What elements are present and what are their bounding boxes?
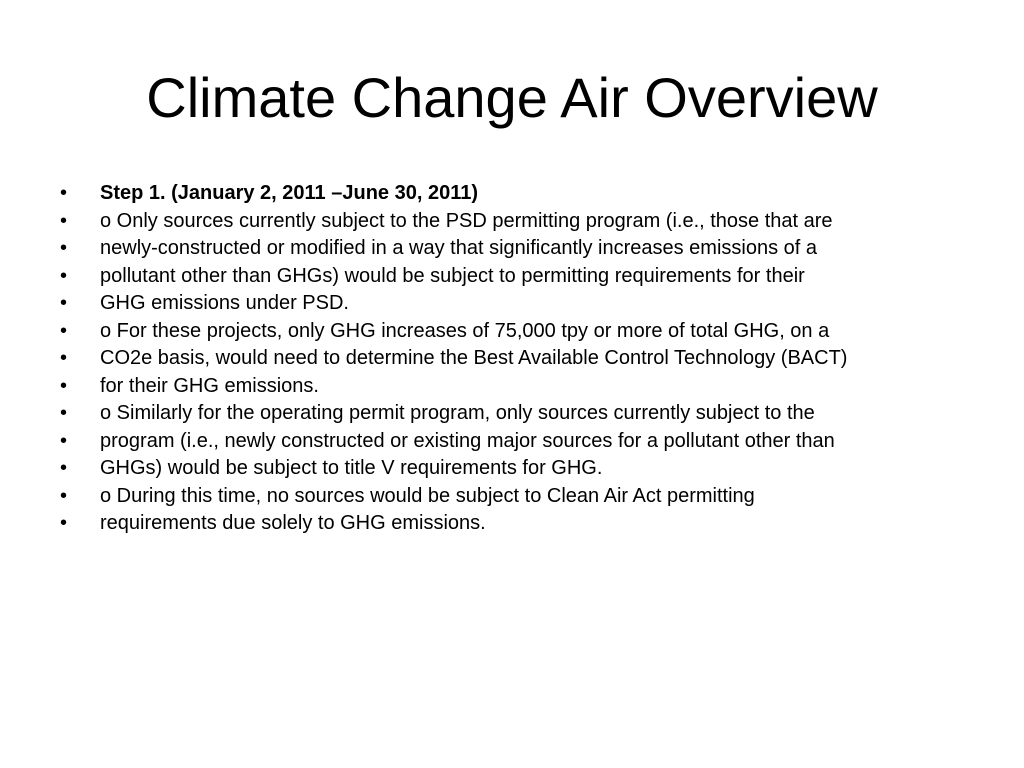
bullet-item xyxy=(60,455,1000,483)
bullet-text: requirements due solely to GHG emissions. xyxy=(100,512,486,534)
bullet-text: o Similarly for the operating permit program, only sources currently subject to the xyxy=(100,402,815,424)
bullet-dot-icon: • xyxy=(60,484,68,507)
bullet-item xyxy=(60,208,1000,236)
bullet-item xyxy=(60,290,1000,318)
bullet-dot-icon: • xyxy=(60,512,68,534)
bullet-item xyxy=(60,400,1000,428)
bullet-item xyxy=(60,345,1000,373)
bullet-text: Step 1. (January 2, 2011 –June 30, 2011) xyxy=(100,182,479,204)
bullet-text: GHG emissions under PSD. xyxy=(100,292,349,314)
bullet-item xyxy=(60,318,1000,346)
bullet-text: o During this time, no sources would be subject to Clean Air Act permitting xyxy=(100,484,755,507)
bullet-dot-icon: • xyxy=(60,319,68,342)
bullet-item xyxy=(60,373,1000,401)
bullet-item xyxy=(60,428,1000,456)
bullet-text: program (i.e., newly constructed or existing major sources for a pollutant other than xyxy=(100,429,835,452)
bullet-dot-icon: • xyxy=(60,374,68,397)
bullet-text: o Only sources currently subject to the PSD permitting program (i.e., those that are xyxy=(100,209,833,232)
bullet-dot-icon: • xyxy=(60,209,68,232)
bullet-item xyxy=(60,235,1000,263)
bullet-text: CO2e basis, would need to determine the Best Available Control Technology (BACT) xyxy=(100,347,848,369)
bullet-text: newly-constructed or modified in a way that significantly increases emissions of a xyxy=(100,237,817,259)
bullet-item xyxy=(60,263,1000,291)
slide-title: Climate Change Air Overview xyxy=(146,66,878,129)
bullet-list xyxy=(60,180,1000,538)
bullet-dot-icon: • xyxy=(60,237,68,259)
bullet-dot-icon: • xyxy=(60,402,68,424)
bullet-item xyxy=(60,483,1000,511)
bullet-item xyxy=(60,510,1000,538)
bullet-dot-icon: • xyxy=(60,429,68,452)
bullet-text: o For these projects, only GHG increases of 75,000 tpy or more of total GHG, on a xyxy=(100,319,830,342)
bullet-text: pollutant other than GHGs) would be subject to permitting requirements for their xyxy=(100,264,805,287)
bullet-item xyxy=(60,180,1000,208)
bullet-text: for their GHG emissions. xyxy=(100,374,319,397)
bullet-dot-icon: • xyxy=(60,182,68,204)
bullet-dot-icon: • xyxy=(60,292,68,314)
bullet-dot-icon: • xyxy=(60,457,68,479)
bullet-dot-icon: • xyxy=(60,264,68,287)
bullet-text: GHGs) would be subject to title V requirements for GHG. xyxy=(100,457,603,479)
bullet-dot-icon: • xyxy=(60,347,68,369)
